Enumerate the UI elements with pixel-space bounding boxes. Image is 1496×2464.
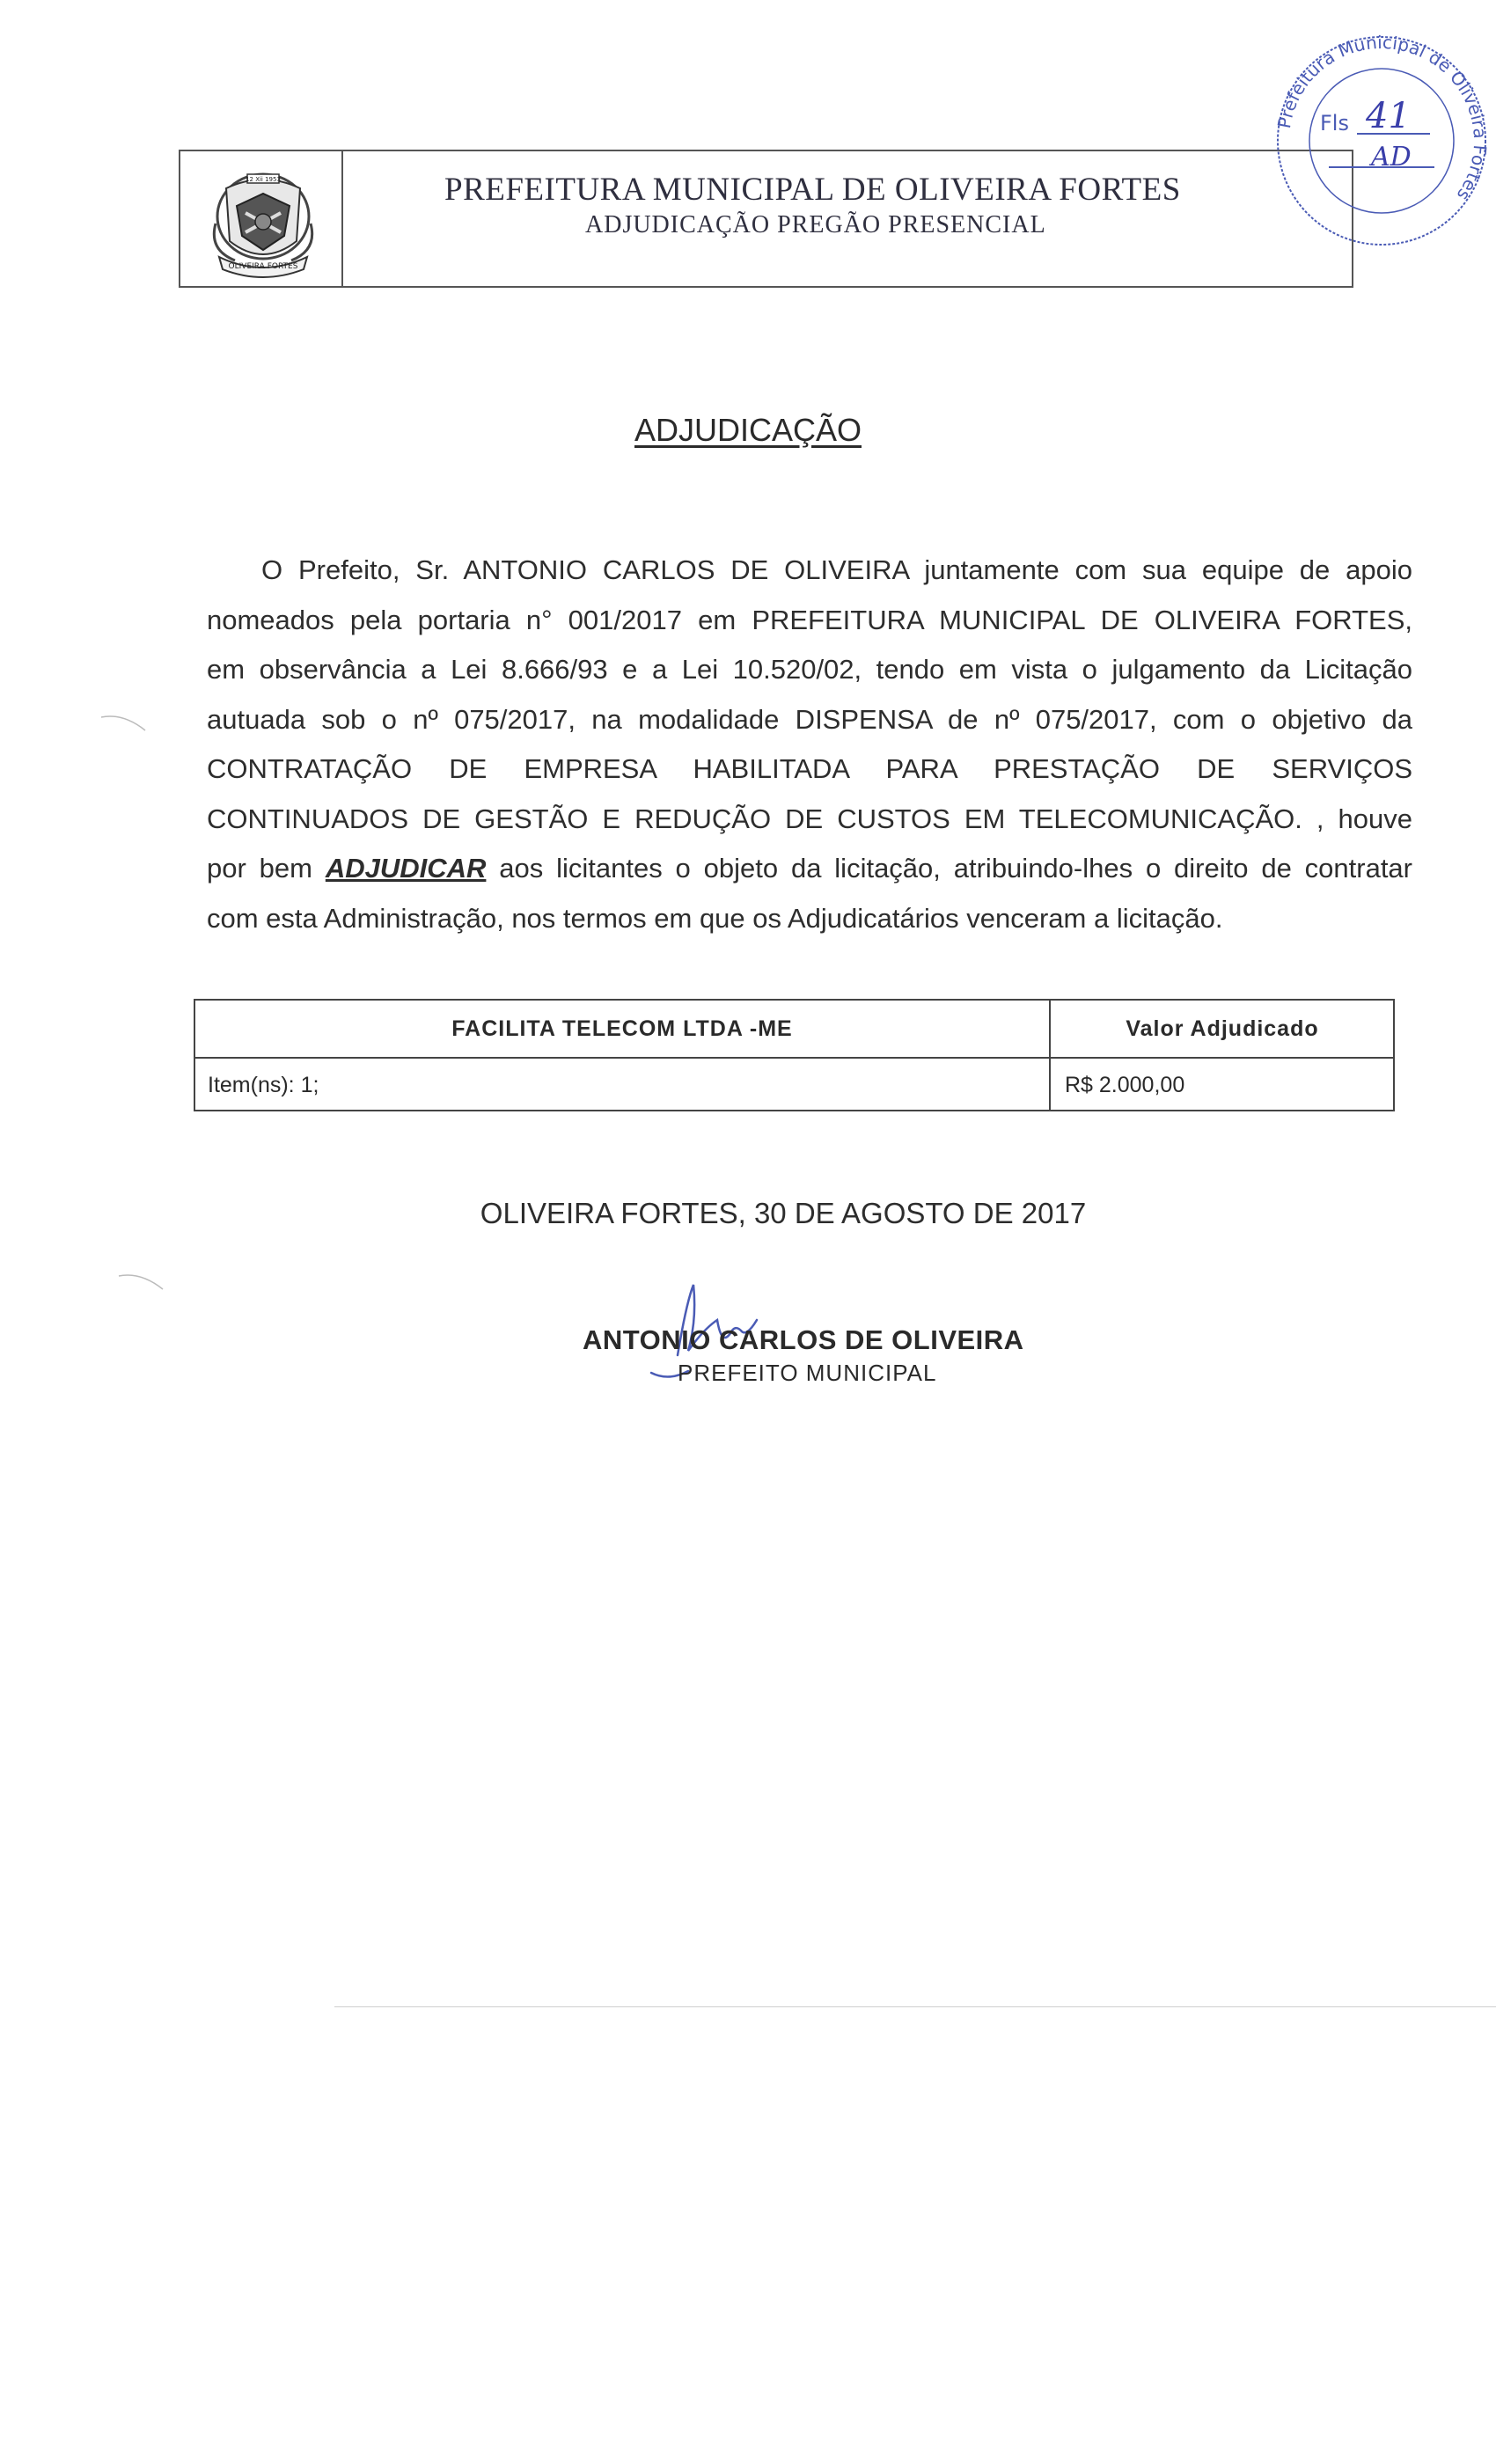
items-cell: Item(ns): 1; bbox=[208, 1073, 319, 1097]
crest-banner-text: OLIVEIRA FORTES bbox=[228, 262, 298, 271]
value-cell: R$ 2.000,00 bbox=[1065, 1073, 1185, 1097]
adjudication-paragraph bbox=[207, 546, 1412, 943]
stamp-fls-label: Fls bbox=[1320, 111, 1349, 136]
line-prefix: por bem bbox=[207, 853, 326, 884]
margin-mark-icon bbox=[97, 708, 150, 735]
stamp-page-number: 41 bbox=[1366, 96, 1411, 136]
paragraph-line-adjudicar bbox=[207, 844, 1412, 894]
signer-name: ANTONIO CARLOS DE OLIVEIRA bbox=[583, 1324, 1024, 1355]
value-header-cell: Valor Adjudicado bbox=[1126, 1016, 1319, 1041]
header-title: PREFEITURA MUNICIPAL DE OLIVEIRA FORTES bbox=[444, 172, 1181, 208]
municipal-crest-cell bbox=[180, 151, 343, 286]
paragraph-line: CONTRATAÇÃO DE EMPRESA HABILITADA PARA PRESTAÇÃO DE SERVIÇOS bbox=[207, 753, 1412, 784]
scan-edge-line bbox=[334, 2006, 1496, 2007]
paragraph-line: com esta Administração, nos termos em que os Adjudicatários venceram a licitação. bbox=[207, 902, 1223, 934]
document-header bbox=[179, 150, 1353, 288]
paragraph-line: CONTINUADOS DE GESTÃO E REDUÇÃO DE CUSTOS EM TELECOMUNICAÇÃO. , houve bbox=[207, 803, 1412, 834]
stamp-ring-text: Prefeitura Municipal de Oliveira Fortes bbox=[1272, 31, 1492, 205]
adjudicar-emphasis: ADJUDICAR bbox=[325, 853, 487, 884]
crest-date-text: 12 Xii 1953 bbox=[246, 176, 281, 183]
stamp-initials: AD bbox=[1371, 142, 1412, 172]
margin-mark-icon bbox=[114, 1267, 167, 1294]
company-header-cell: FACILITA TELECOM LTDA -ME bbox=[451, 1016, 793, 1041]
paragraph-line: O Prefeito, Sr. ANTONIO CARLOS DE OLIVEIRA juntamente com sua equipe de apoio bbox=[261, 554, 1412, 585]
paragraph-line: nomeados pela portaria n° 001/2017 em PREFEITURA MUNICIPAL DE OLIVEIRA FORTES, bbox=[207, 604, 1412, 635]
adjudication-table bbox=[194, 999, 1395, 1111]
page-number-stamp bbox=[1267, 26, 1496, 255]
line-suffix: aos licitantes o objeto da licitação, atribuindo-lhes o direito de contratar bbox=[486, 853, 1412, 884]
signer-role: PREFEITO MUNICIPAL bbox=[678, 1360, 937, 1386]
paragraph-line: em observância a Lei 8.666/93 e a Lei 10.520/02, tendo em vista o julgamento da Licitação bbox=[207, 654, 1412, 685]
document-heading: ADJUDICAÇÃO bbox=[634, 412, 862, 448]
date-line: OLIVEIRA FORTES, 30 DE AGOSTO DE 2017 bbox=[480, 1197, 1087, 1229]
municipal-crest-icon bbox=[200, 162, 327, 281]
paragraph-line: autuada sob o nº 075/2017, na modalidade DISPENSA de nº 075/2017, com o objetivo da bbox=[207, 703, 1412, 735]
header-subtitle: ADJUDICAÇÃO PREGÃO PRESENCIAL bbox=[585, 211, 1046, 238]
